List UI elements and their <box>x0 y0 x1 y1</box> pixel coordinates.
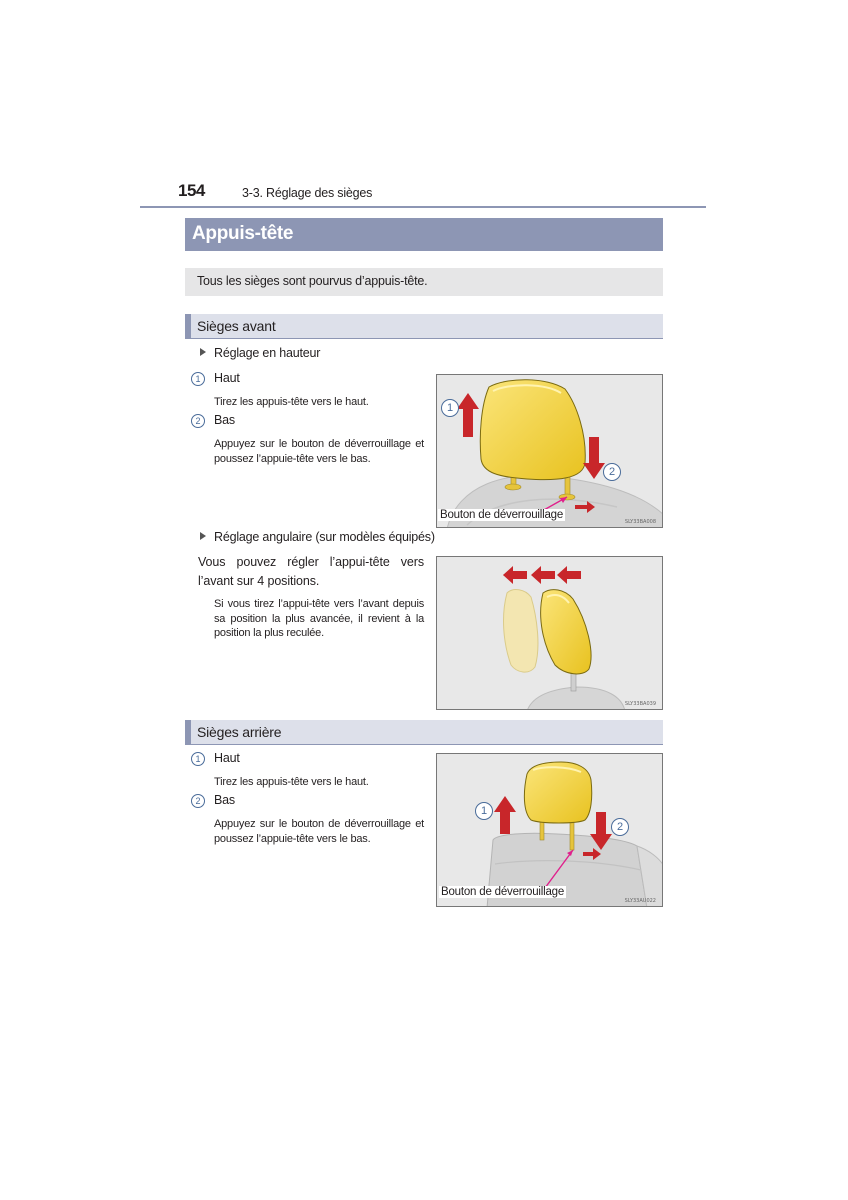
height-adjust-bullet <box>200 346 320 360</box>
height-adjust-label: Réglage en hauteur <box>214 346 321 360</box>
triangle-right-icon <box>200 348 206 356</box>
rear-headrest-illustration <box>437 754 663 907</box>
headrest-height-illustration <box>437 375 663 528</box>
front-seats-heading-bar <box>185 314 663 339</box>
release-button-callout: Bouton de déverrouillage <box>440 509 564 521</box>
figure-code: SLY33BA039 <box>624 701 656 707</box>
step-description: Appuyez sur le bouton de déverrouillage et poussez l’appuie-tête vers le bas. <box>214 818 424 845</box>
chapter-title: 3-3. Réglage des sièges <box>242 186 373 200</box>
step-label: Haut <box>214 751 240 765</box>
front-seats-heading: Sièges avant <box>197 318 276 334</box>
marker-2-icon: 2 <box>611 818 629 836</box>
marker-2-icon: 2 <box>603 463 621 481</box>
page-number: 154 <box>178 181 205 200</box>
step-number-icon: 1 <box>191 752 205 766</box>
step-number-icon: 2 <box>191 414 205 428</box>
step-label: Bas <box>214 413 235 427</box>
section-title: Appuis-tête <box>192 223 294 244</box>
rear-seats-heading: Sièges arrière <box>197 724 282 740</box>
intro-text: Tous les sièges sont pourvus d’appuis-tête. <box>197 274 428 288</box>
angle-adjust-label: Réglage angulaire (sur modèles équipés) <box>214 530 435 544</box>
triangle-right-icon <box>200 532 206 540</box>
step-description: Tirez les appuis-tête vers le haut. <box>214 776 369 788</box>
step-label: Haut <box>214 371 240 385</box>
marker-1-icon: 1 <box>475 802 493 820</box>
header-rule <box>140 206 706 208</box>
section-title-bar <box>185 218 663 251</box>
step-number-icon: 2 <box>191 794 205 808</box>
rear-headrest-figure <box>436 753 663 907</box>
rear-seats-heading-bar <box>185 720 663 745</box>
release-button-callout: Bouton de déverrouillage <box>441 886 565 898</box>
angle-note: Si vous tirez l’appui-tête vers l’avant depuis sa position la plus avancée, il revient à la position la plus reculée. <box>214 598 424 639</box>
marker-1-icon: 1 <box>441 399 459 417</box>
step-description: Tirez les appuis-tête vers le haut. <box>214 396 369 408</box>
intro-box <box>185 268 663 296</box>
headrest-angle-figure <box>436 556 663 710</box>
figure-code: SLY33BA008 <box>624 519 656 525</box>
angle-adjust-bullet <box>200 530 435 544</box>
step-description: Appuyez sur le bouton de déverrouillage et poussez l’appuie-tête vers le bas. <box>214 438 424 465</box>
headrest-height-figure <box>436 374 663 528</box>
angle-description: Vous pouvez régler l’appui-tête vers l’avant sur 4 positions. <box>198 555 424 588</box>
figure-code: SLY33AU022 <box>624 898 656 904</box>
step-number-icon: 1 <box>191 372 205 386</box>
step-label: Bas <box>214 793 235 807</box>
headrest-angle-illustration <box>437 557 663 710</box>
